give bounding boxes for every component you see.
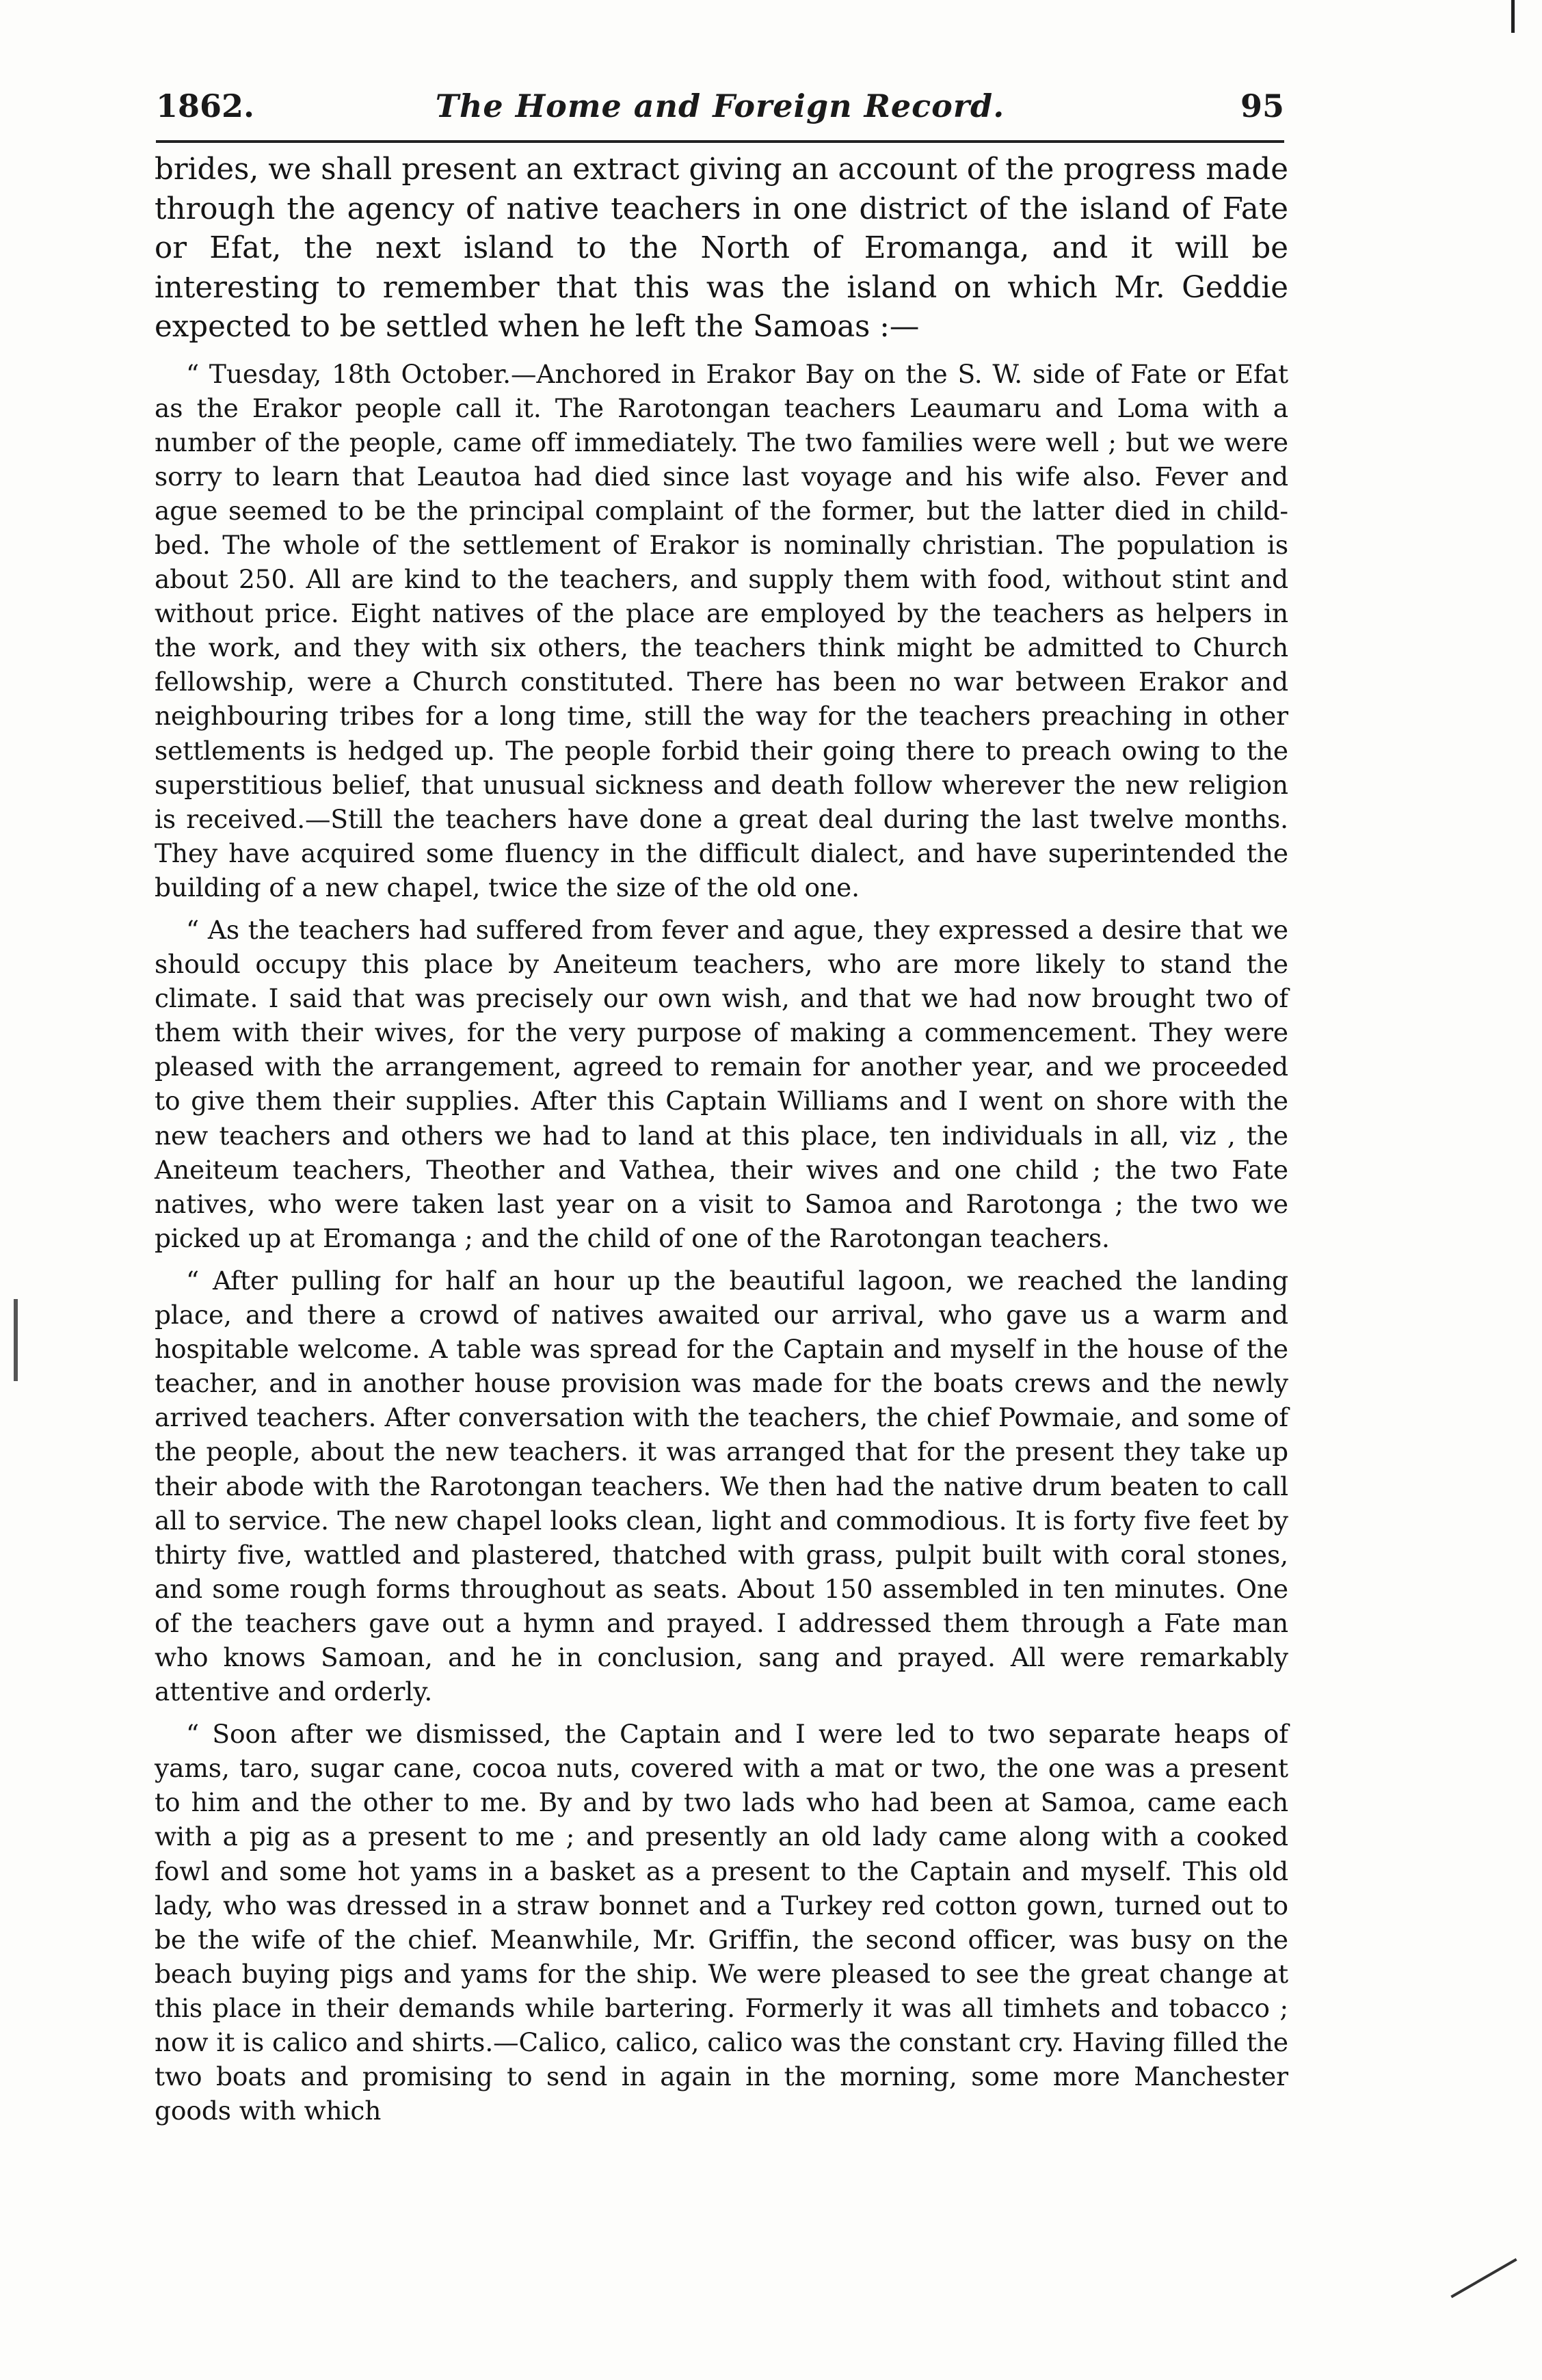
scan-mark-bottom xyxy=(1450,2258,1517,2298)
header-year: 1862. xyxy=(156,88,255,124)
scan-mark-left xyxy=(14,1299,18,1381)
paragraph-lagoon: “ After pulling for half an hour up the beautiful lagoon, we reached the landing place, and there a crowd of natives awaited our arrival, who gave us a warm and hospitable welcome. A table was spread for the Captain and myself in the house of the teacher, and in another house provision was made for the boats crews and the newly arrived teachers. After conversation with the teachers, the chief Powmaie, and some of the people, about the new teachers. it was arranged that for the present they take up their abode with the Rarotongan teachers. We then had the native drum beaten to call all to service. The new chapel looks clean, light and commodious. It is forty five feet by thirty five, wattled and plastered, thatched with grass, pulpit built with coral stones, and some rough forms throughout as seats. About 150 assembled in ten minutes. One of the teachers gave out a hymn and prayed. I addressed them through a Fate man who knows Samoan, and he in conclusion, sang and prayed. All were remarkably attentive and orderly. xyxy=(155,1265,1288,1707)
paragraph-tuesday: “ Tuesday, 18th October.—Anchored in Erakor Bay on the S. W. side of Fate or Efat as the Erakor people call it. The Rarotongan teachers Leaumaru and Loma with a number of the people, came off immediately. The two families were well ; but we were sorry to learn that Leautoa had died since last voyage and his wife also. Fever and ague seemed to be the principal complaint of the former, but the latter died in child-bed. The whole of the settlement of Erakor is nominally christian. The population is about 250. All are kind to the teachers, and supply them with food, without stint and without price. Eight natives of the place are employed by the teachers as helpers in the work, and they with six others, the teachers think might be admitted to Church fellowship, were a Church constituted. There has been no war between Erakor and neighbouring tribes for a long time, still the way for the teachers preaching in other settlements is hedged up. The people forbid their going there to preach owing to the superstitious belief, that unusual sickness and death follow wherever the new religion is received.—Still the teachers have done a great deal during the last twelve months. They have acquired some fluency in the difficult dialect, and have superintended the building of a new chapel, twice the size of the old one. xyxy=(155,358,1288,902)
header-title: The Home and Foreign Record. xyxy=(435,88,1005,124)
scan-mark xyxy=(1484,0,1515,33)
header-rule xyxy=(156,140,1284,143)
paragraph-teachers: “ As the teachers had suffered from fever and ague, they expressed a desire that we should occupy this place by Aneiteum teachers, who are more likely to stand the climate. I said that was precisely our own wish, and that we had now brought two of them with their wives, for the very purpose of making a commencement. They were pleased with the arrangement, agreed to remain for another year, and we proceeded to give them their supplies. After this Captain Williams and I went on shore with the new teachers and others we had to land at this place, ten individuals in all, viz , the Aneiteum teachers, Theother and Vathea, their wives and one child ; the two Fate natives, who were taken last year on a visit to Samoa and Rarotonga ; the two we picked up at Eromanga ; and the child of one of the Rarotongan teachers. xyxy=(155,915,1288,1253)
article-body xyxy=(155,150,1288,2136)
paragraph-presents: “ Soon after we dismissed, the Captain and I were led to two separate heaps of yams, taro, sugar cane, cocoa nuts, covered with a mat or two, the one was a present to him and the other to me. By and by two lads who had been at Samoa, came each with a pig as a present to me ; and presently an old lady came along with a cooked fowl and some hot yams in a basket as a present to the Captain and myself. This old lady, who was dressed in a straw bonnet and a Turkey red cotton gown, turned out to be the wife of the chief. Meanwhile, Mr. Griffin, the second officer, was busy on the beach buying pigs and yams for the ship. We were pleased to see the great change at this place in their demands while bartering. Formerly it was all timhets and tobacco ; now it is calico and shirts.—Calico, calico, calico was the constant cry. Having filled the two boats and promising to send in again in the morning, some more Manchester goods with which xyxy=(155,1719,1288,2126)
intro-paragraph: brides, we shall present an extract giving an account of the progress made through the agency of native teachers in one district of the island of Fate or Efat, the next island to the North of Eromanga, and it will be interesting to remember that this was the island on which Mr. Geddie expected to be settled when he left the Samoas :— xyxy=(155,152,1288,344)
page-number: 95 xyxy=(1240,88,1284,124)
running-header xyxy=(156,88,1284,135)
